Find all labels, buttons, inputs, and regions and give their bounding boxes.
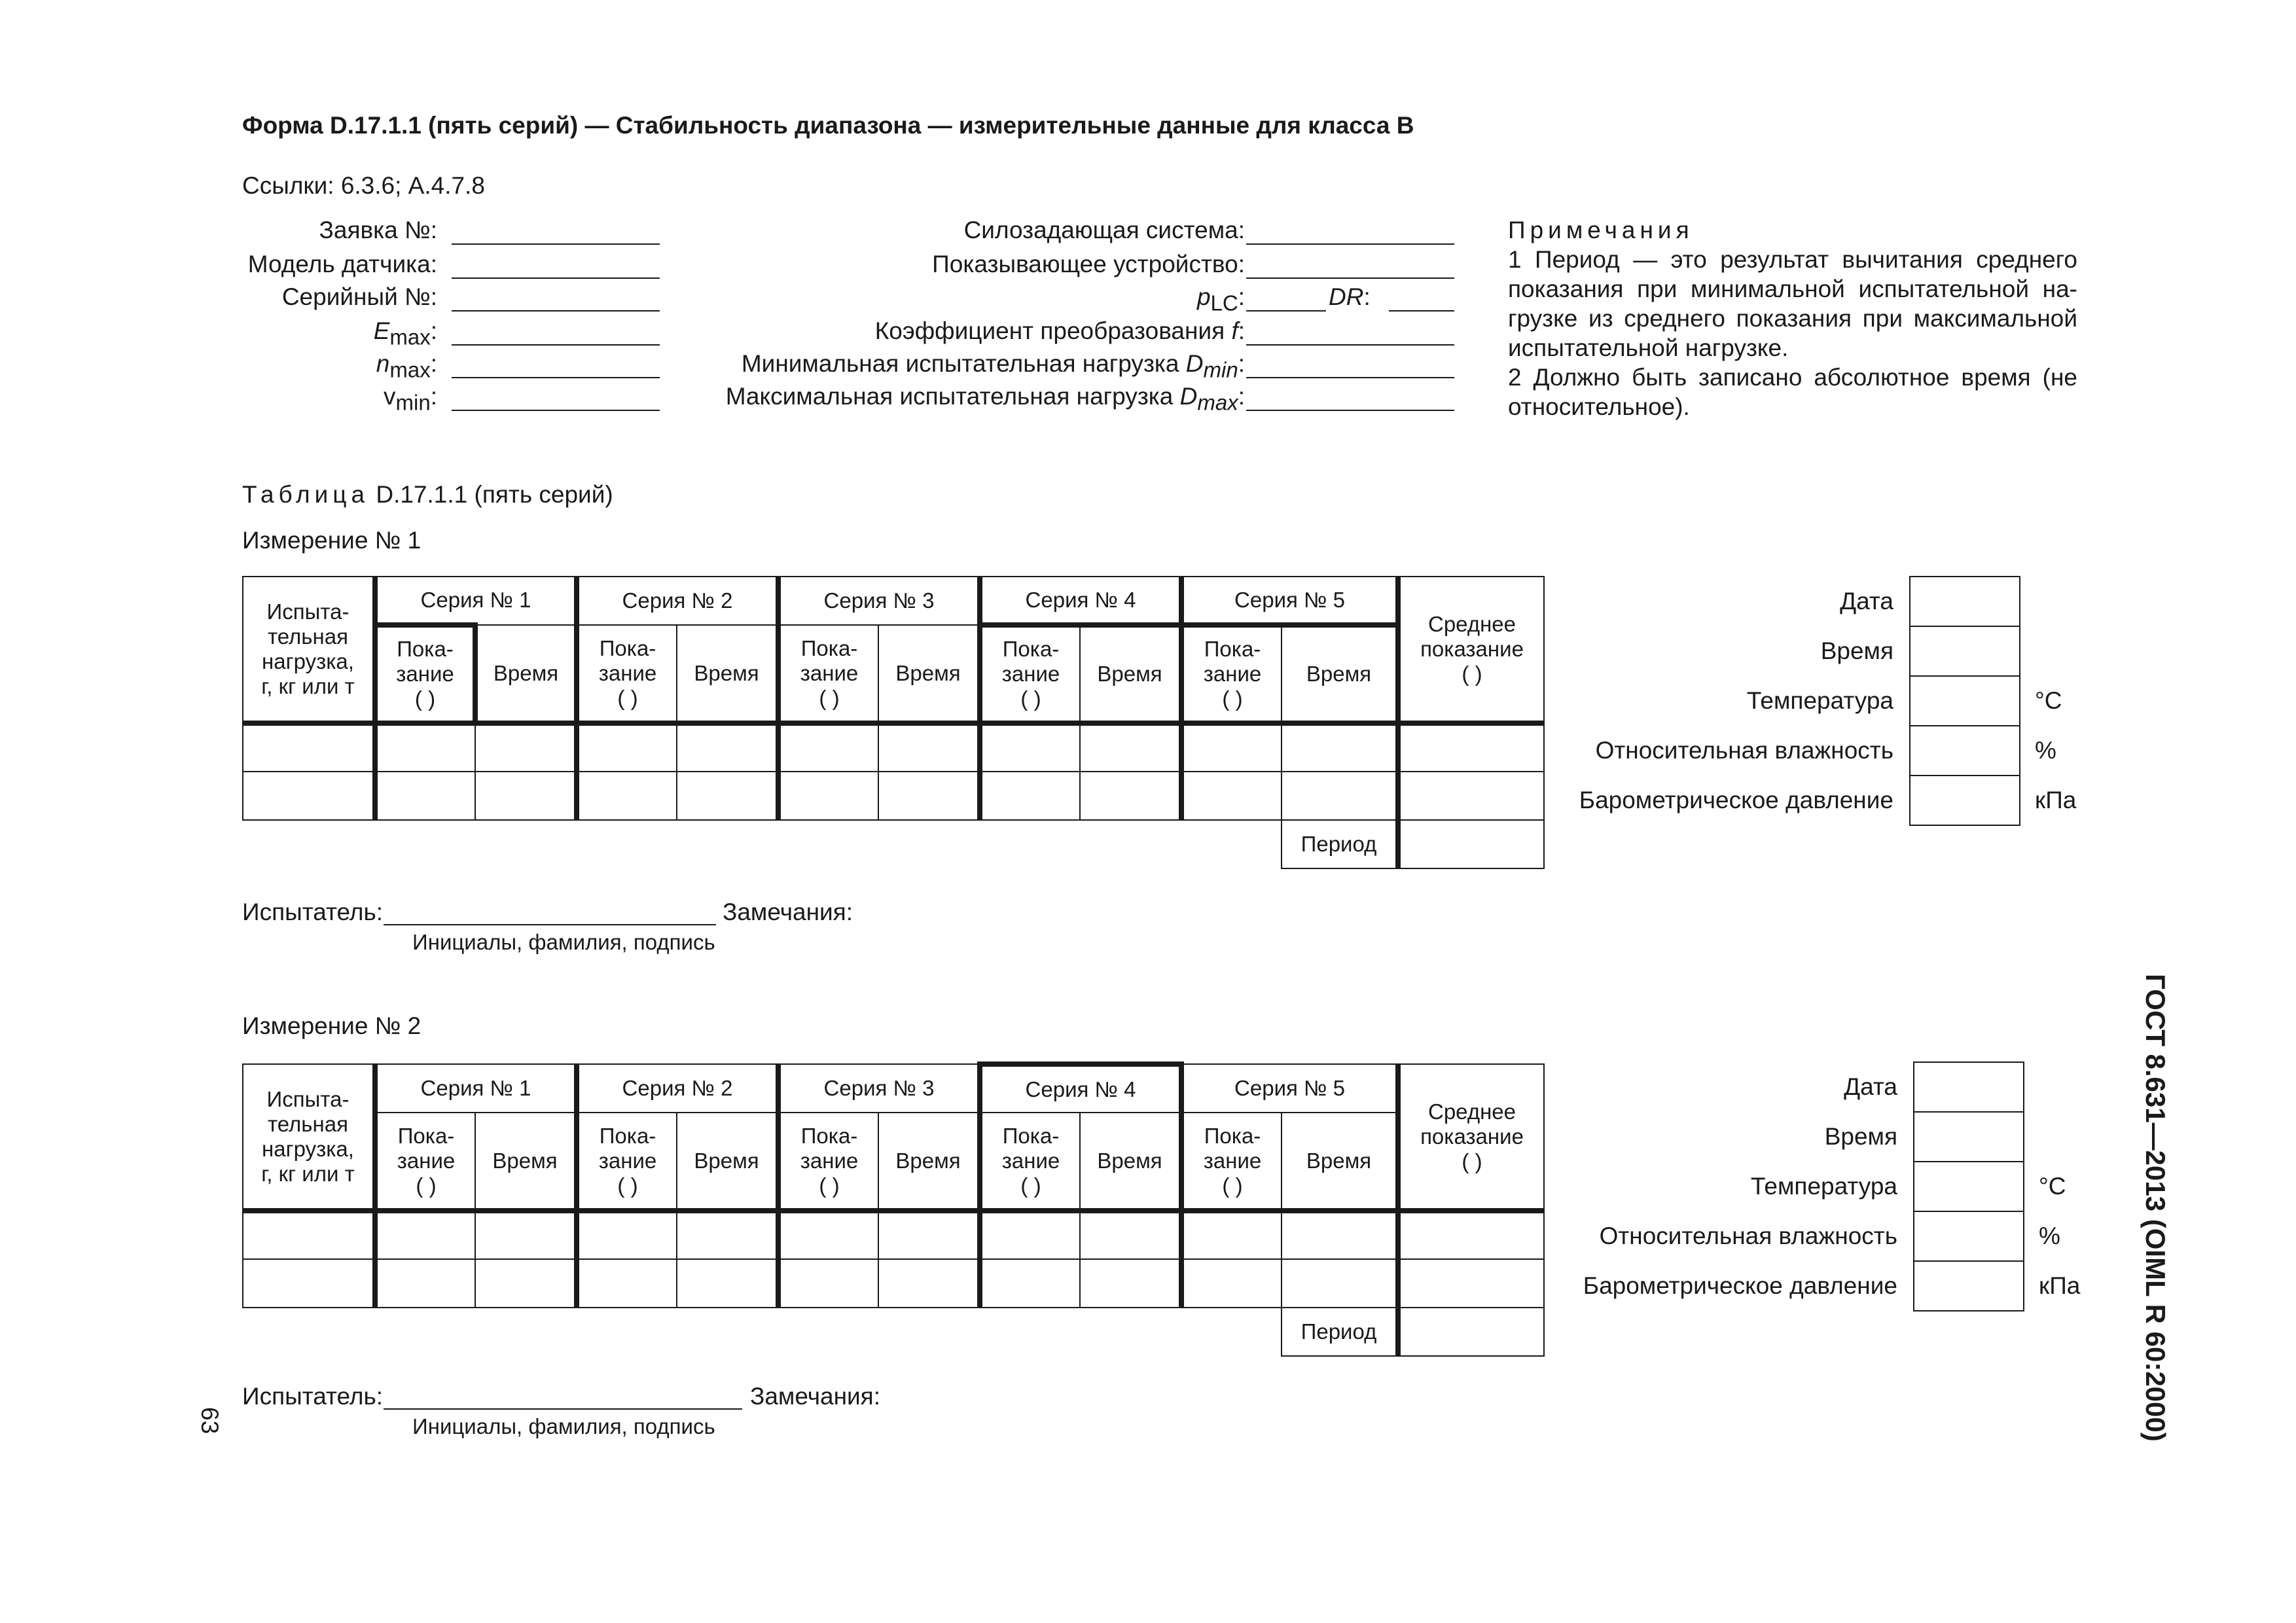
temperature-unit: °С: [2039, 1172, 2066, 1200]
temperature-label: Температура: [1750, 1172, 1897, 1200]
dmax-label: Максимальная испытательная нагрузка $D_{max}$:: [725, 383, 1245, 415]
data-cell[interactable]: [577, 723, 677, 772]
data-cell[interactable]: [677, 1211, 778, 1259]
nmax-field[interactable]: [452, 377, 660, 378]
time-label: Время: [1820, 637, 1893, 664]
pressure-label: Барометрическое давление: [1579, 786, 1893, 813]
time-header: Время: [475, 1113, 577, 1211]
data-cell[interactable]: [677, 772, 778, 820]
humidity-label: Относительная влажность: [1595, 736, 1893, 764]
data-cell[interactable]: [1282, 772, 1398, 820]
data-cell[interactable]: [375, 772, 475, 820]
measurement-2-table: [242, 1061, 1545, 1357]
data-cell[interactable]: [1282, 723, 1398, 772]
time-header: Время: [1282, 1113, 1398, 1211]
data-cell[interactable]: [778, 1259, 878, 1308]
reading-header: Пока- зание ( ): [577, 625, 677, 723]
data-cell[interactable]: [878, 1259, 980, 1308]
load-header: Испыта- тельная нагрузка, г, кг или т: [243, 1064, 375, 1211]
indicator-field[interactable]: [1246, 277, 1454, 279]
data-cell[interactable]: [980, 723, 1080, 772]
load-system-field[interactable]: [1246, 243, 1454, 245]
data-cell[interactable]: [1398, 1259, 1544, 1308]
data-cell[interactable]: [577, 1211, 677, 1259]
data-cell[interactable]: [1181, 723, 1282, 772]
emax-field[interactable]: [452, 344, 660, 346]
reading-header: Пока- зание ( ): [778, 1113, 878, 1211]
series-5-header: Серия № 5: [1181, 577, 1398, 625]
series-1-header: Серия № 1: [375, 577, 577, 625]
data-cell[interactable]: [475, 772, 577, 820]
data-cell[interactable]: [878, 1211, 980, 1259]
period-label: Период: [1282, 820, 1398, 868]
sensor-model-label: Модель датчика:: [247, 251, 437, 277]
data-cell[interactable]: [778, 1211, 878, 1259]
date-box[interactable]: [1910, 577, 2020, 626]
load-system-label: Силозадающая система:: [963, 217, 1245, 243]
series-5-header: Серия № 5: [1181, 1064, 1398, 1113]
time-header: Время: [878, 625, 980, 723]
pressure-label: Барометрическое давление: [1583, 1272, 1897, 1299]
tester-label-1: Испытатель:: [242, 899, 384, 925]
dmax-field[interactable]: [1246, 410, 1454, 411]
series-2-header: Серия № 2: [577, 1064, 778, 1113]
data-cell[interactable]: [1181, 1211, 1282, 1259]
series-3-header: Серия № 3: [778, 1064, 980, 1113]
load-header: Испыта- тельная нагрузка, г, кг или т: [243, 577, 375, 723]
tester-label-2: Испытатель:: [242, 1383, 384, 1410]
time-box[interactable]: [1914, 1112, 2024, 1162]
data-cell[interactable]: [475, 1211, 577, 1259]
reading-header: Пока- зание ( ): [375, 625, 475, 723]
data-cell[interactable]: [577, 1259, 677, 1308]
dr-label: DR:: [1329, 283, 1371, 310]
data-cell[interactable]: [375, 1259, 475, 1308]
reading-header: Пока- зание ( ): [980, 625, 1080, 723]
serial-number-field[interactable]: [452, 310, 660, 312]
standard-designation: ГОСТ 8.631—2013 (OIML R 60:2000): [2140, 974, 2171, 1442]
humidity-box[interactable]: [1910, 726, 2020, 776]
average-header: Среднее показание ( ): [1398, 1064, 1544, 1211]
measurement-1-conditions: [1558, 576, 2134, 826]
data-cell[interactable]: [1080, 1259, 1181, 1308]
data-cell[interactable]: [243, 772, 375, 820]
vmin-field[interactable]: [452, 410, 660, 411]
series-4-header: Серия № 4: [980, 577, 1181, 625]
pressure-unit: кПа: [2039, 1272, 2081, 1299]
reading-header: Пока- зание ( ): [1181, 1113, 1282, 1211]
application-number-label: Заявка №:: [319, 217, 437, 243]
remarks-label-2: Замечания:: [750, 1383, 880, 1410]
measurement-1-table: [242, 576, 1545, 869]
conversion-coef-field[interactable]: [1246, 344, 1454, 346]
data-cell[interactable]: [1080, 723, 1181, 772]
reading-header: Пока- зание ( ): [980, 1113, 1080, 1211]
empty-area: [243, 1308, 1282, 1356]
data-cell[interactable]: [1181, 772, 1282, 820]
notes-body: [1508, 245, 2077, 421]
data-cell[interactable]: [375, 723, 475, 772]
reading-header: Пока- зание ( ): [778, 625, 878, 723]
time-header: Время: [677, 1113, 778, 1211]
data-cell[interactable]: [878, 772, 980, 820]
data-cell[interactable]: [1080, 1211, 1181, 1259]
data-cell[interactable]: [243, 723, 375, 772]
time-header: Время: [475, 625, 577, 723]
date-label: Дата: [1844, 1073, 1897, 1100]
data-cell[interactable]: [1398, 723, 1544, 772]
data-cell[interactable]: [1181, 1259, 1282, 1308]
data-cell[interactable]: [1282, 1211, 1398, 1259]
tester-field-2[interactable]: [384, 1408, 742, 1410]
page-number: 63: [196, 1407, 223, 1435]
humidity-box[interactable]: [1914, 1211, 2024, 1261]
vmin-label: $v_{min}$:: [384, 383, 437, 415]
dmin-field[interactable]: [1246, 377, 1454, 378]
temperature-box[interactable]: [1910, 676, 2020, 726]
data-cell[interactable]: [243, 1211, 375, 1259]
table-caption: Таблица D.17.1.1 (пять серий): [242, 481, 613, 508]
data-cell[interactable]: [1282, 1259, 1398, 1308]
measurement-1-title: Измерение № 1: [242, 527, 422, 554]
sensor-model-field[interactable]: [452, 277, 660, 279]
emax-label: $E_{max}$:: [373, 317, 437, 349]
signature-hint-2: Инициалы, фамилия, подпись: [412, 1414, 715, 1438]
data-cell[interactable]: [1398, 1211, 1544, 1259]
remarks-label-1: Замечания:: [723, 899, 853, 925]
serial-number-label: Серийный №:: [281, 283, 437, 310]
temperature-unit: °С: [2035, 687, 2062, 714]
data-cell[interactable]: [980, 1211, 1080, 1259]
signature-hint-1: Инициалы, фамилия, подпись: [412, 930, 715, 954]
period-label: Период: [1282, 1308, 1398, 1356]
humidity-label: Относительная влажность: [1599, 1222, 1897, 1249]
form-title: Форма D.17.1.1 (пять серий) — Стабильность диапазона — измерительные данные для класса В: [242, 112, 1414, 139]
time-header: Время: [677, 625, 778, 723]
measurement-2-conditions: [1562, 1061, 2138, 1311]
pressure-unit: кПа: [2035, 786, 2077, 813]
dr-field[interactable]: [1389, 310, 1454, 312]
humidity-unit: %: [2039, 1222, 2060, 1249]
plc-field[interactable]: [1246, 310, 1326, 312]
application-number-field[interactable]: [452, 243, 660, 245]
pressure-box[interactable]: [1914, 1261, 2024, 1311]
dmin-label: Минимальная испытательная нагрузка $D_{min}$:: [741, 350, 1245, 382]
data-cell[interactable]: [878, 723, 980, 772]
empty-area: [243, 820, 1282, 868]
nmax-label: $n_{max}$:: [376, 350, 437, 382]
reading-header: Пока- зание ( ): [1181, 625, 1282, 723]
date-box[interactable]: [1914, 1062, 2024, 1112]
note-2: 2 Должно быть записано абсолютное время (не относительное).: [1508, 364, 2077, 420]
references: Ссылки: 6.3.6; А.4.7.8: [242, 172, 485, 199]
data-cell[interactable]: [243, 1259, 375, 1308]
data-cell[interactable]: [980, 772, 1080, 820]
data-cell[interactable]: [778, 723, 878, 772]
data-cell[interactable]: [475, 1259, 577, 1308]
time-header: Время: [1282, 625, 1398, 723]
data-cell[interactable]: [475, 723, 577, 772]
time-header: Время: [1080, 1113, 1181, 1211]
note-1: 1 Период — это результат вычитания среднего показания при минимальной испытательной на-грузке из среднего показания при максимальной испытательной нагрузке.: [1508, 246, 2077, 361]
data-cell[interactable]: [677, 723, 778, 772]
series-3-header: Серия № 3: [778, 577, 980, 625]
reading-header: Пока- зание ( ): [375, 1113, 475, 1211]
data-cell[interactable]: [1080, 772, 1181, 820]
conversion-coef-label: Коэффициент преобразования f:: [874, 317, 1245, 344]
data-cell[interactable]: [375, 1211, 475, 1259]
data-cell[interactable]: [677, 1259, 778, 1308]
data-cell[interactable]: [980, 1259, 1080, 1308]
indicator-label: Показывающее устройство:: [932, 251, 1245, 277]
data-cell[interactable]: [1398, 772, 1544, 820]
time-header: Время: [878, 1113, 980, 1211]
data-cell[interactable]: [778, 772, 878, 820]
measurement-2-title: Измерение № 2: [242, 1012, 422, 1039]
series-4-header: Серия № 4: [980, 1064, 1181, 1113]
series-2-header: Серия № 2: [577, 577, 778, 625]
tester-field-1[interactable]: [384, 924, 716, 925]
data-cell[interactable]: [577, 772, 677, 820]
series-1-header: Серия № 1: [375, 1064, 577, 1113]
period-value-cell[interactable]: [1398, 820, 1544, 868]
plc-label: $p_{LC}$:: [1196, 283, 1245, 315]
average-header: Среднее показание ( ): [1398, 577, 1544, 723]
pressure-box[interactable]: [1910, 776, 2020, 825]
temperature-label: Температура: [1746, 687, 1893, 714]
notes-heading: Примечания: [1508, 217, 1694, 243]
time-header: Время: [1080, 625, 1181, 723]
time-label: Время: [1824, 1122, 1897, 1150]
period-value-cell[interactable]: [1398, 1308, 1544, 1356]
humidity-unit: %: [2035, 736, 2056, 764]
reading-header: Пока- зание ( ): [577, 1113, 677, 1211]
time-box[interactable]: [1910, 626, 2020, 676]
temperature-box[interactable]: [1914, 1162, 2024, 1211]
date-label: Дата: [1840, 587, 1893, 615]
